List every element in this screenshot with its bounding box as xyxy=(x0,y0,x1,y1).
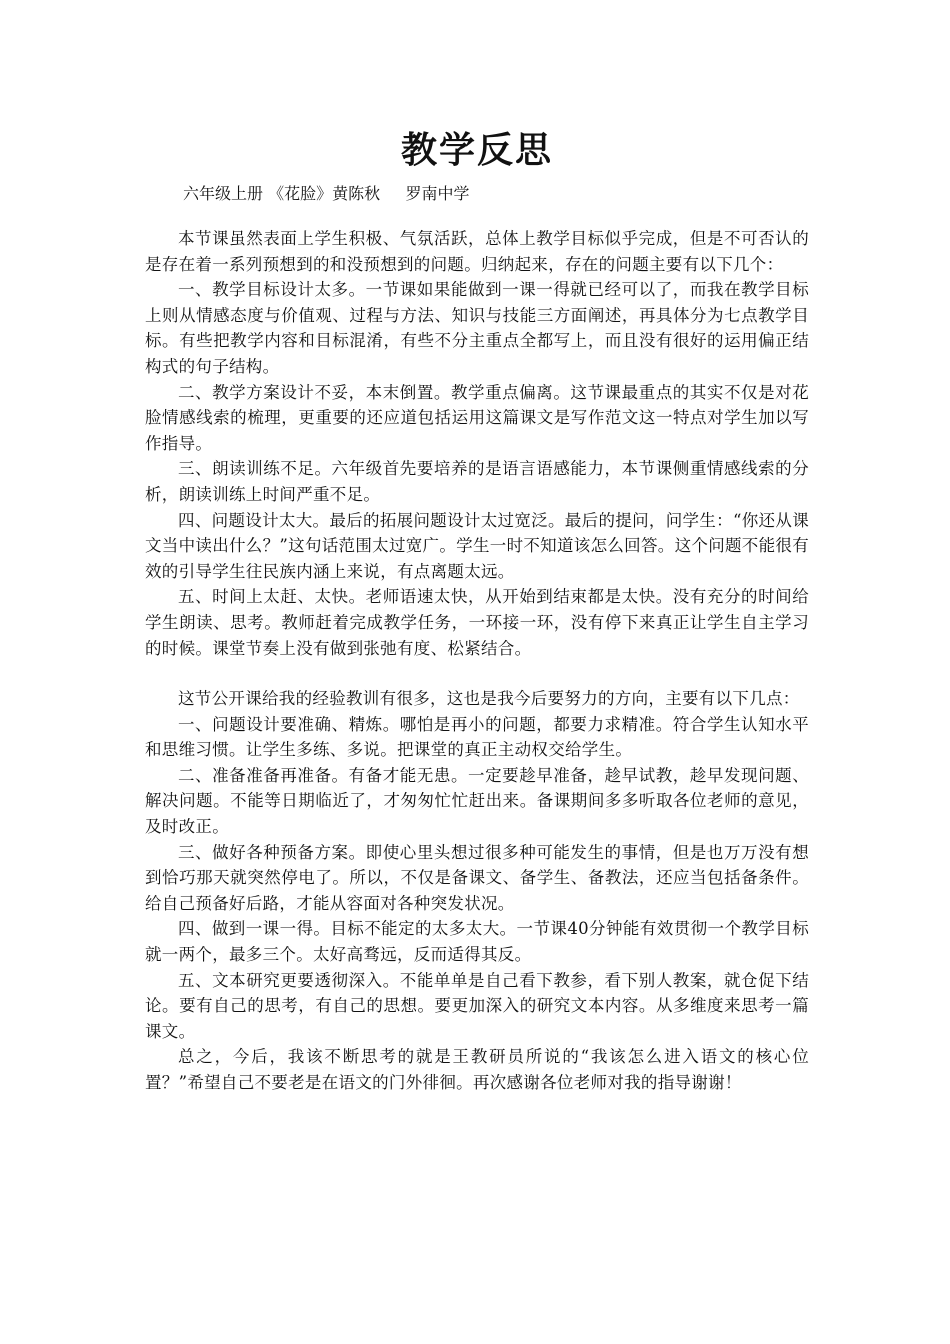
paragraph: 二、教学方案设计不妥，本末倒置。教学重点偏离。这节课最重点的其实不仅是对花脸情感线索的梳理，更重要的还应道包括运用这篇课文是写作范文这一特点对学生加以写作指导。 xyxy=(145,382,809,453)
paragraph: 这节公开课给我的经验教训有很多，这也是我今后要努力的方向，主要有以下几点： xyxy=(178,689,800,709)
section-lessons xyxy=(145,686,809,1096)
paragraph: 五、文本研究更要透彻深入。不能单单是自己看下教参，看下别人教案，就仓促下结论。要有自己的思考，有自己的思想。要更加深入的研究文本内容。从多维度来思考一篇课文。 xyxy=(145,970,809,1041)
paragraph: 二、准备准备再准备。有备才能无患。一定要趁早准备，趁早试教，趁早发现问题、解决问题。不能等日期临近了，才匆匆忙忙赶出来。备课期间多多听取各位老师的意见，及时改正。 xyxy=(145,765,809,837)
paragraph: 一、教学目标设计太多。一节课如果能做到一课一得就已经可以了，而我在教学目标上则从情感态度与价值观、过程与方法、知识与技能三方面阐述，再具体分为七点教学目标。有些把教学内容和目标混淆，有些不分主重点全都写上，而且没有很好的运用偏正结构式的句子结构。 xyxy=(145,280,809,376)
paragraph: 一、问题设计要准确、精炼。哪怕是再小的问题，都要力求精准。符合学生认知水平和思维习惯。让学生多练、多说。把课堂的真正主动权交给学生。 xyxy=(145,714,809,760)
document-subtitle: 六年级上册 《花脸》黄陈秋 罗南中学 xyxy=(183,184,470,203)
paragraph: 四、做到一课一得。目标不能定的太多太大。一节课40分钟能有效贯彻一个教学目标就一两个，最多三个。太好高骛远，反而适得其反。 xyxy=(145,919,809,965)
section-gap xyxy=(145,661,809,686)
document-title: 教学反思 xyxy=(400,129,553,171)
document-page xyxy=(145,118,809,1096)
paragraph: 四、问题设计太大。最后的拓展问题设计太过宽泛。最后的提问，问学生：“你还从课文当中读出什么？”这句话范围太过宽广。学生一时不知道该怎么回答。这个问题不能很有效的引导学生往民族内涵上来说，有点离题太远。 xyxy=(145,510,809,581)
paragraph: 五、时间上太赶、太快。老师语速太快，从开始到结束都是太快。没有充分的时间给学生朗读、思考。教师赶着完成教学任务，一环接一环，没有停下来真正让学生自主学习的时候。课堂节奏上没有做到张弛有度、松紧结合。 xyxy=(145,587,809,658)
section-problems xyxy=(145,226,809,661)
paragraph: 总之，今后，我该不断思考的就是王教研员所说的“我该怎么进入语文的核心位置？”希望自己不要老是在语文的门外徘徊。再次感谢各位老师对我的指导谢谢！ xyxy=(145,1047,809,1092)
paragraph: 三、做好各种预备方案。即使心里头想过很多种可能发生的事情，但是也万万没有想到恰巧那天就突然停电了。所以，不仅是备课文、备学生、备教法，还应当包括备条件。给自己预备好后路，才能从容面对各种突发状况。 xyxy=(145,842,809,913)
paragraph: 本节课虽然表面上学生积极、气氛活跃，总体上教学目标似乎完成，但是不可否认的是存在着一系列预想到的和没预想到的问题。归纳起来，存在的问题主要有以下几个： xyxy=(145,229,809,274)
paragraph: 三、朗读训练不足。六年级首先要培养的是语言语感能力，本节课侧重情感线索的分析，朗读训练上时间严重不足。 xyxy=(145,459,809,504)
